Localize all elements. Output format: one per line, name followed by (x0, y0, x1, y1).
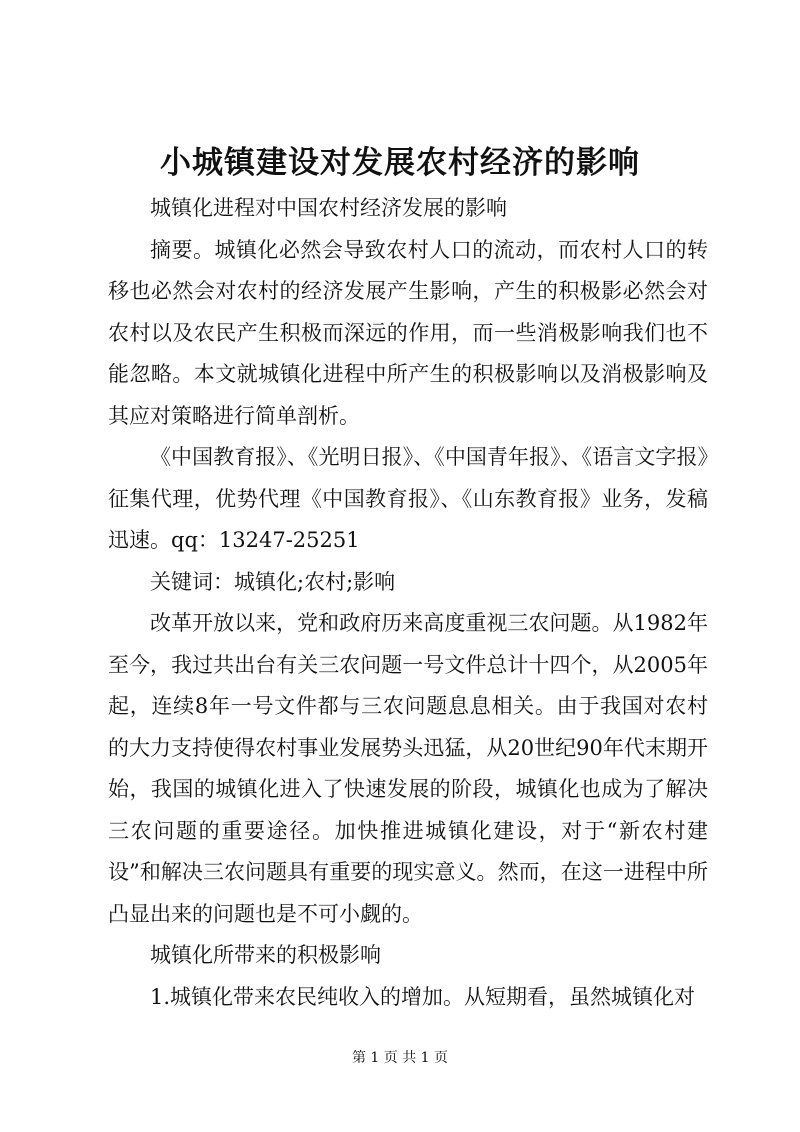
body-paragraph: 1.城镇化带来农民纯收入的增加。从短期看，虽然城镇化对 (150, 984, 696, 1009)
notice-paragraph: 《中国教育报》、《光明日报》、《中国青年报》、《语言文字报》征集代理，优势代理《中国教育报》、《山东教育报》业务，发稿迅速。qq：13247-25251 (108, 445, 708, 552)
page-footer: 第 1 页 共 1 页 (351, 1050, 449, 1066)
abstract-paragraph: 摘要。城镇化必然会导致农村人口的流动，而农村人口的转移也必然会对农村的经济发展产生影响，产生的积极影必然会对农村以及农民产生积极而深远的作用，而一些消极影响我们也不能忽略。本文就城镇化进程中所产生的积极影响以及消极影响及其应对策略进行简单剖析。 (108, 237, 708, 428)
document-body (108, 188, 708, 1018)
keywords-paragraph: 关键词：城镇化;农村;影响 (150, 569, 396, 594)
section-heading: 城镇化所带来的积极影响 (150, 943, 381, 967)
section-heading: 城镇化进程对中国农村经济发展的影响 (150, 196, 507, 220)
body-paragraph: 改革开放以来，党和政府历来高度重视三农问题。从1982年至今，我过共出台有关三农问题一号文件总计十四个，从2005年起，连续8年一号文件都与三农问题息息相关。由于我国对农村的大力支持使得农村事业发展势头迅猛，从20世纪90年代末期开始，我国的城镇化进入了快速发展的阶段，城镇化也成为了解决三农问题的重要途径。加快推进城镇化建设，对于“新农村建设”和解决三农问题具有重要的现实意义。然而，在这一进程中所凸显出来的问题也是不可小觑的。 (108, 611, 708, 926)
document-title: 小城镇建设对发展农村经济的影响 (160, 145, 640, 181)
